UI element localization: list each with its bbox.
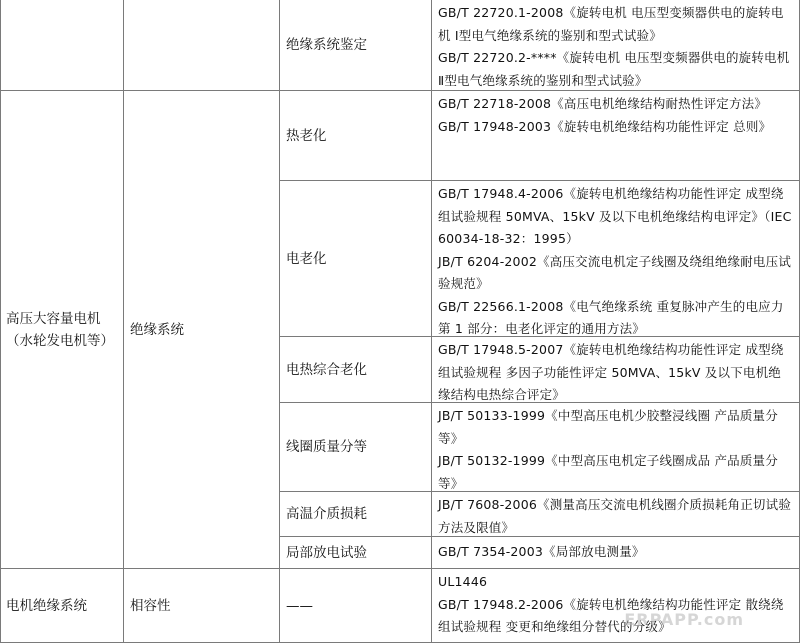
standard-item: GB/T 17948.5-2007《旋转电机绝缘结构功能性评定 成型绕组试验规程 多因子功能性评定 50MVA、15kV 及以下电机绝缘结构电热综合评定》 (438, 342, 784, 402)
standard-item: GB/T 22720.2-****《旋转电机 电压型变频器供电的旋转电机 Ⅱ型电气绝缘系统的鉴别和型式试验》 (438, 50, 790, 88)
partial-discharge-test: 局部放电试验 (280, 537, 432, 569)
standard-item: GB/T 7354-2003《局部放电测量》 (438, 544, 645, 560)
g3-system-cell: 相容性 (124, 569, 280, 643)
g2-category-cell (0, 91, 124, 569)
standard-item: JB/T 7608-2006《测量高压交流电机线圈介质损耗角正切试验方法及限值》 (438, 497, 792, 535)
g3-category-cell: 电机绝缘系统 (0, 569, 124, 643)
standard-item: GB/T 22718-2008《高压电机绝缘结构耐热性评定方法》 (438, 96, 768, 111)
standard-item: JB/T 50133-1999《中型高压电机少胶整浸线圈 产品质量分等》 (438, 408, 778, 446)
electrical-aging-test: 电老化 (280, 181, 432, 337)
electrical-aging-standards (432, 181, 800, 337)
category-label: 高压大容量电机（水轮发电机等） (6, 310, 114, 349)
g1-col2-cell (124, 0, 280, 91)
dielectric-loss-standards (432, 492, 800, 537)
g2-system-cell (124, 91, 280, 569)
coil-grading-test: 线圈质量分等 (280, 403, 432, 492)
standard-item: GB/T 22720.1-2008《旋转电机 电压型变频器供电的旋转电机 Ⅰ型电气绝缘系统的鉴别和型式试验》 (438, 5, 784, 43)
thermal-aging-test: 热老化 (280, 91, 432, 181)
system-label: 绝缘系统 (130, 321, 184, 338)
standard-item: GB/T 17948.4-2006《旋转电机绝缘结构功能性评定 成型绕组试验规程 50MVA、15kV 及以下电机绝缘结构电评定》（IEC 60034-18-32：1995） (438, 186, 792, 246)
standard-item: JB/T 6204-2002《高压交流电机定子线圈及绕组绝缘耐电压试验规范》 (438, 253, 792, 291)
g1-test-cell (280, 0, 432, 91)
combined-aging-standards (432, 337, 800, 403)
g1-col1-cell (0, 0, 124, 91)
partial-discharge-standards (432, 537, 800, 569)
g3-test-cell: —— (280, 569, 432, 643)
combined-aging-test: 电热综合老化 (280, 337, 432, 403)
standard-item: GB/T 22566.1-2008《电气绝缘系统 重复脉冲产生的电应力 第 1 部分：电老化评定的通用方法》 (438, 298, 784, 336)
g1-standards-cell (432, 0, 800, 91)
standard-item: GB/T 17948.2-2006《旋转电机绝缘结构功能性评定 散绕绕组试验规程 变更和绝缘组分替代的分级》 (438, 596, 784, 634)
g3-standards-cell (432, 569, 800, 643)
coil-grading-standards (432, 403, 800, 492)
watermark: ERPAPP.com (624, 610, 744, 629)
standard-item: GB/T 17948-2003《旋转电机绝缘结构功能性评定 总则》 (438, 118, 772, 134)
test-name: 绝缘系统鉴定 (286, 37, 367, 53)
standard-item: JB/T 50132-1999《中型高压电机定子线圈成品 产品质量分等》 (438, 453, 778, 491)
dielectric-loss-test: 高温介质损耗 (280, 492, 432, 537)
thermal-aging-standards (432, 91, 800, 181)
standard-item: UL1446 (438, 574, 488, 589)
